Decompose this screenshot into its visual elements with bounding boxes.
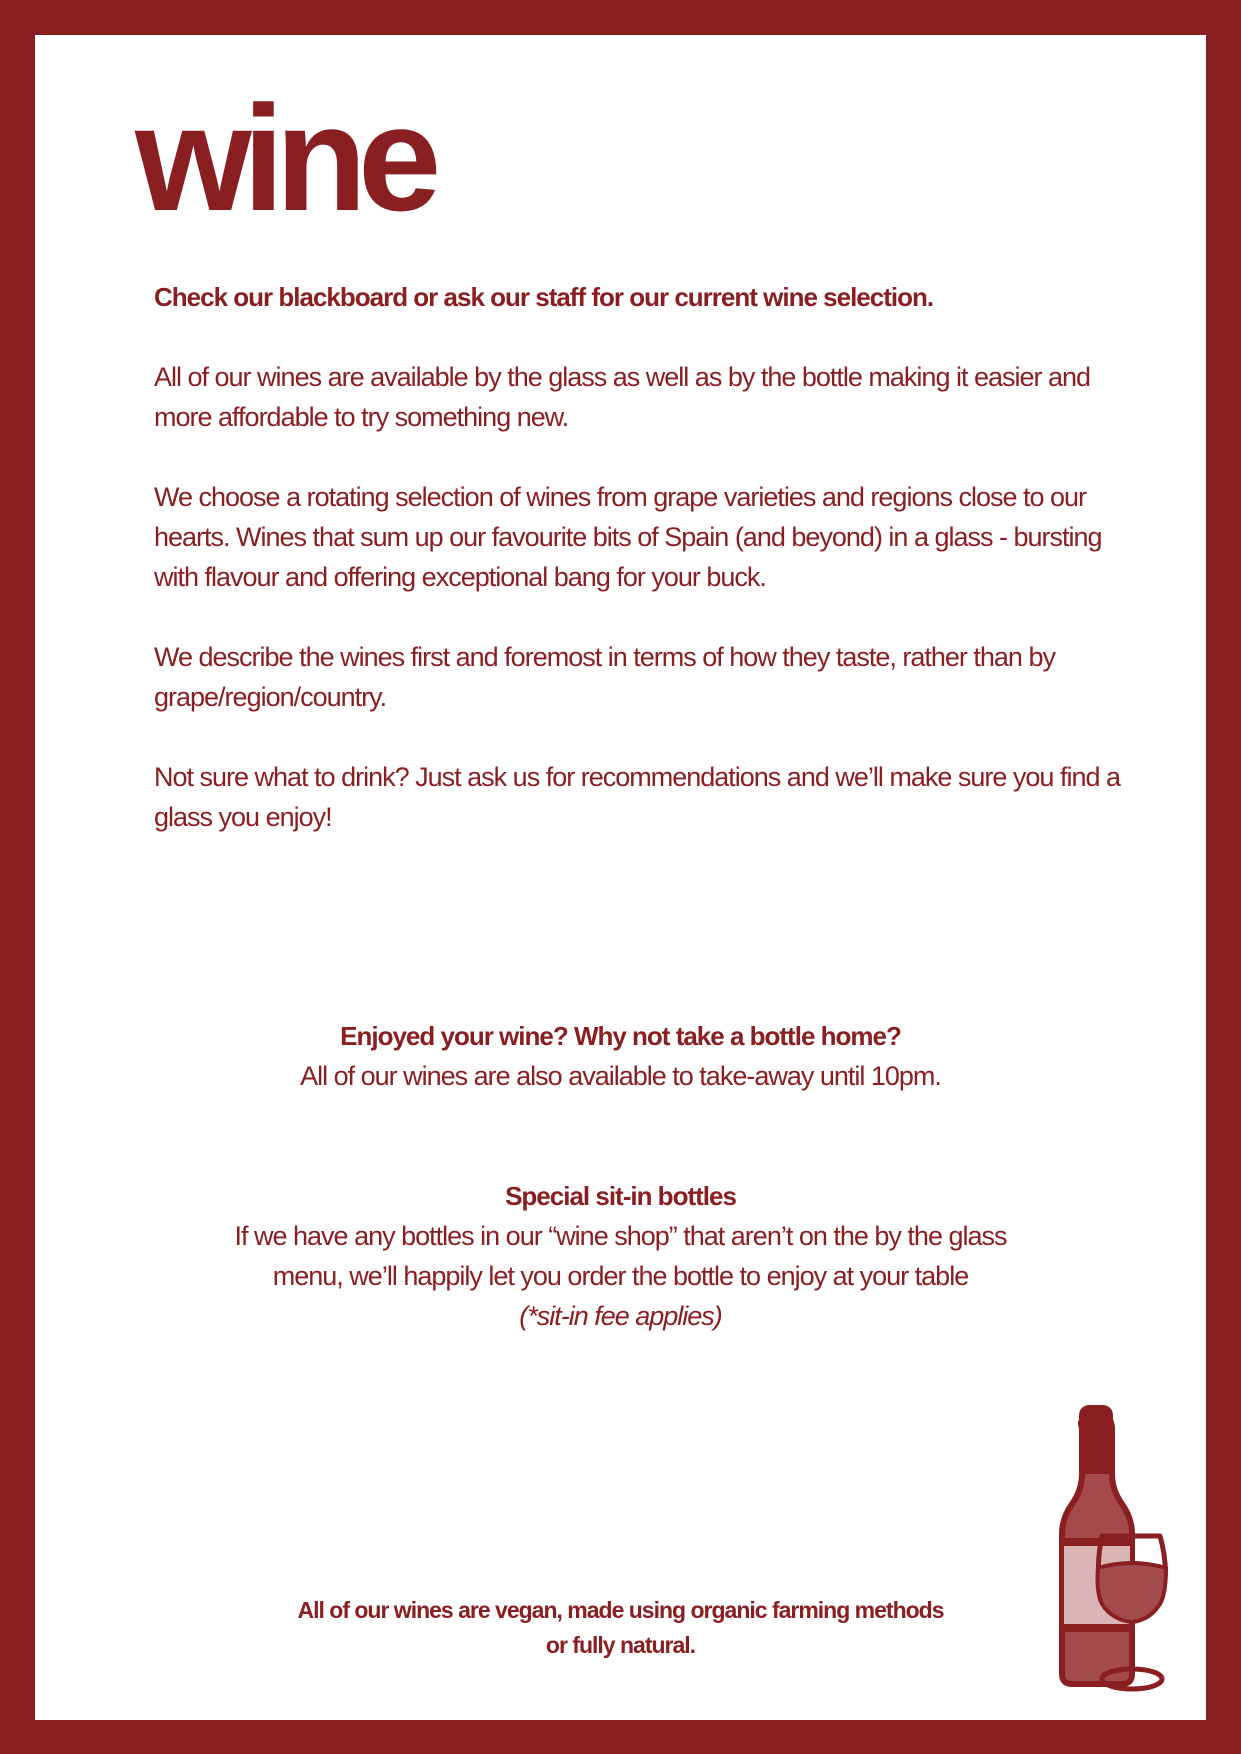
intro-section (154, 277, 1134, 877)
footer-line-1: All of our wines are vegan, made using organic farming methods (297, 1597, 944, 1623)
wine-bottle-and-glass-icon (1036, 1394, 1196, 1694)
sit-in-heading: Special sit-in bottles (505, 1181, 736, 1211)
sit-in-fee-note: (*sit-in fee applies) (519, 1301, 722, 1331)
takeaway-body: All of our wines are also available to take-away until 10pm. (300, 1061, 941, 1091)
takeaway-heading: Enjoyed your wine? Why not take a bottle home? (340, 1021, 901, 1051)
page-title: wine (135, 74, 433, 242)
footer-line-2: or fully natural. (545, 1632, 696, 1658)
footer-note (35, 1593, 1206, 1663)
menu-page (35, 35, 1206, 1720)
takeaway-section (35, 1016, 1206, 1096)
sit-in-section (35, 1176, 1206, 1336)
intro-paragraph-description: We describe the wines first and foremost in terms of how they taste, rather than by grape/region/country. (154, 642, 1055, 712)
intro-paragraph-selection: We choose a rotating selection of wines from grape varieties and regions close to our hearts. Wines that sum up our favourite bits of Spain (and beyond) in a glass - bursting with flavour and offering exceptional bang for your buck. (154, 482, 1102, 592)
sit-in-body-line-1: If we have any bottles in our “wine shop” that aren’t on the by the glass (234, 1221, 1007, 1251)
intro-lead: Check our blackboard or ask our staff for our current wine selection. (154, 282, 934, 312)
sit-in-body-line-2: menu, we’ll happily let you order the bottle to enjoy at your table (272, 1261, 969, 1291)
intro-paragraph-recommendations: Not sure what to drink? Just ask us for recommendations and we’ll make sure you find a glass you enjoy! (154, 762, 1120, 832)
intro-paragraph-availability: All of our wines are available by the glass as well as by the bottle making it easier and more affordable to try something new. (154, 362, 1091, 432)
